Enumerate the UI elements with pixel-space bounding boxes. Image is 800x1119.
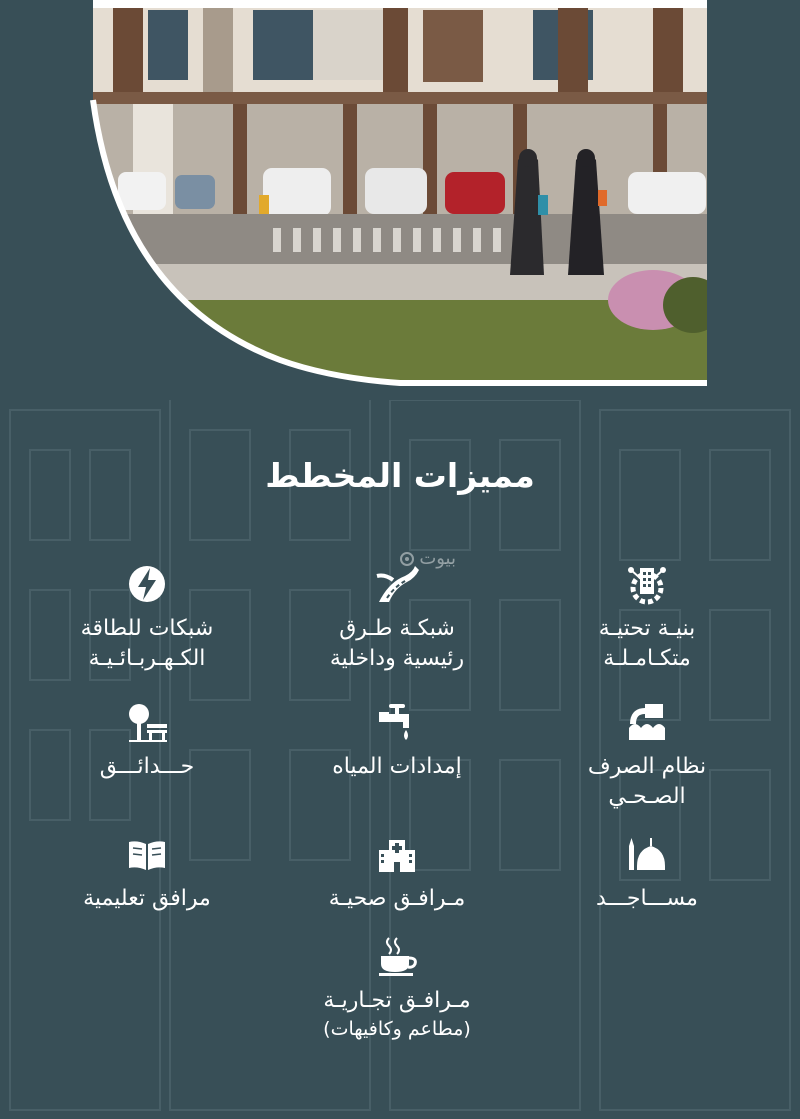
tree-bench-icon <box>125 700 169 744</box>
feature-roads <box>282 562 512 674</box>
road-icon <box>375 562 419 606</box>
feature-education <box>32 832 262 914</box>
feature-mosques <box>532 832 762 914</box>
lightning-icon <box>125 562 169 606</box>
feature-sublabel: (مطاعم وكافيهات) <box>323 1018 471 1040</box>
feature-label: مـرافـق تجـاريـة <box>323 988 471 1013</box>
feature-health <box>282 832 512 914</box>
feature-infrastructure <box>532 562 762 674</box>
feature-label: مســـاجـــد <box>596 886 698 911</box>
feature-commercial <box>282 934 512 1042</box>
feature-label: شبكات للطاقة الكـهـربـائـيـة <box>80 616 214 671</box>
feature-label: مـرافـق صحيـة <box>328 886 466 911</box>
feature-gardens <box>32 700 262 782</box>
book-icon <box>125 832 169 876</box>
water-tap-icon <box>375 700 419 744</box>
infrastructure-icon <box>625 562 669 606</box>
feature-water <box>282 700 512 782</box>
feature-label: إمدادات المياه <box>332 754 462 779</box>
feature-label: مرافق تعليمية <box>83 886 211 911</box>
feature-label: بنيـة تحتيـة متكـامـلـة <box>598 616 696 671</box>
feature-label: نظام الصرف الصـحـي <box>587 754 707 809</box>
feature-sewage <box>532 700 762 812</box>
watermark-text: بيوت <box>419 548 456 569</box>
mosque-icon <box>625 832 669 876</box>
feature-label: شبكـة طـرق رئيسية وداخلية <box>329 616 465 671</box>
feature-electricity <box>32 562 262 674</box>
hospital-icon <box>375 832 419 876</box>
sewage-icon <box>625 700 669 744</box>
page-title: مميزات المخطط <box>265 456 535 495</box>
feature-label: حـــدائـــق <box>99 754 195 779</box>
hero-photo <box>93 0 707 386</box>
coffee-cup-icon <box>375 934 419 978</box>
